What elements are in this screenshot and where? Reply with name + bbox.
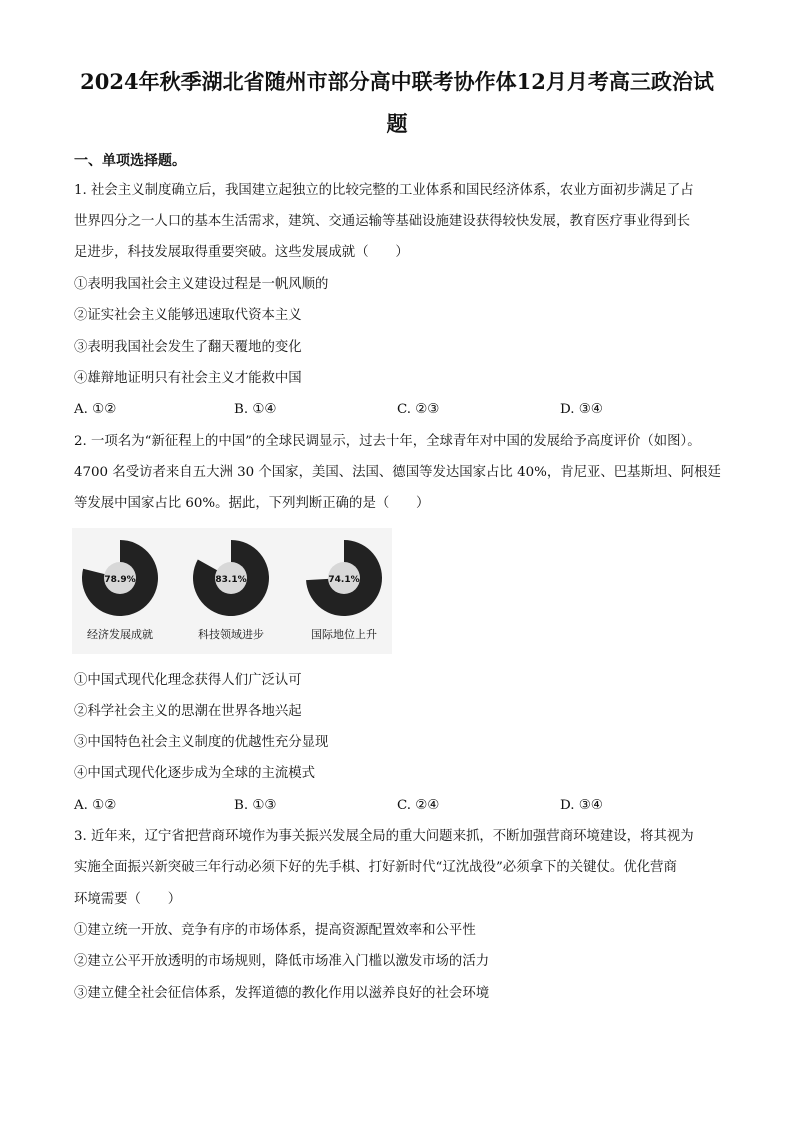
donut-category-label-2: 科技领域进步 (198, 628, 264, 641)
q2-option-a[interactable]: A. ①② (74, 798, 117, 813)
q1-stem-line1: 1. 社会主义制度确立后，我国建立起独立的比较完整的工业体系和国民经济体系，农业方面初步满足了占 (74, 183, 694, 198)
donut-charts-svg (72, 528, 392, 654)
q1-item-4: ④雄辩地证明只有社会主义才能救中国 (74, 371, 302, 386)
section-heading: 一、单项选择题。 (74, 153, 186, 169)
q2-stem-line1: 2. 一项名为“新征程上的中国”的全球民调显示，过去十年，全球青年对中国的发展给予高度评价（如图）。 (74, 434, 701, 449)
q1-item-1: ①表明我国社会主义建设过程是一帆风顺的 (74, 277, 329, 292)
q2-option-c[interactable]: C. ②④ (397, 798, 440, 813)
q2-item-1: ①中国式现代化理念获得人们广泛认可 (74, 673, 302, 688)
q1-option-c[interactable]: C. ②③ (397, 402, 440, 417)
donut-category-label-3: 国际地位上升 (311, 628, 377, 641)
q1-option-b[interactable]: B. ①④ (234, 402, 277, 417)
donut-value-label-1: 78.9% (104, 575, 136, 585)
q3-stem-line1: 3. 近年来，辽宁省把营商环境作为事关振兴发展全局的重大问题来抓，不断加强营商环境建设，将其视为 (74, 829, 694, 844)
q1-stem-line2: 世界四分之一人口的基本生活需求，建筑、交通运输等基础设施建设获得较快发展，教育医疗事业得到长 (74, 214, 690, 229)
q3-item-2: ②建立公平开放透明的市场规则，降低市场准入门槛以激发市场的活力 (74, 954, 490, 969)
donut-value-label-3: 74.1% (328, 575, 360, 585)
q3-item-3: ③建立健全社会征信体系，发挥道德的教化作用以滋养良好的社会环境 (74, 986, 490, 1001)
q2-option-d[interactable]: D. ③④ (560, 798, 603, 813)
q1-option-d[interactable]: D. ③④ (560, 402, 603, 417)
exam-title-line2: 题 (386, 111, 408, 136)
q1-item-2: ②证实社会主义能够迅速取代资本主义 (74, 308, 302, 323)
q2-item-4: ④中国式现代化逐步成为全球的主流模式 (74, 766, 316, 781)
q2-stem-line3: 等发展中国家占比 60%。据此，下列判断正确的是（ ） (74, 496, 430, 511)
q2-option-b[interactable]: B. ①③ (234, 798, 277, 813)
q1-item-3: ③表明我国社会发生了翻天覆地的变化 (74, 340, 302, 355)
donut-value-label-2: 83.1% (215, 575, 247, 585)
q3-item-1: ①建立统一开放、竞争有序的市场体系，提高资源配置效率和公平性 (74, 923, 476, 938)
q3-stem-line2: 实施全面振兴新突破三年行动必须下好的先手棋、打好新时代“辽沈战役”必须拿下的关键仗。优化营商 (74, 860, 677, 875)
q1-stem-line3: 足进步，科技发展取得重要突破。这些发展成就（ ） (74, 245, 409, 260)
q2-stem-line2: 4700 名受访者来自五大洲 30 个国家，美国、法国、德国等发达国家占比 40%，肯尼亚、巴基斯坦、阿根廷 (74, 465, 721, 480)
q2-item-2: ②科学社会主义的思潮在世界各地兴起 (74, 704, 302, 719)
exam-title-line1: 2024年秋季湖北省随州市部分高中联考协作体12月月考高三政治试 (80, 69, 714, 94)
q2-item-3: ③中国特色社会主义制度的优越性充分显现 (74, 735, 329, 750)
q3-stem-line3: 环境需要（ ） (74, 892, 182, 907)
donut-category-label-1: 经济发展成就 (87, 628, 153, 641)
q1-option-a[interactable]: A. ①② (74, 402, 117, 417)
survey-donut-figure (72, 528, 392, 654)
